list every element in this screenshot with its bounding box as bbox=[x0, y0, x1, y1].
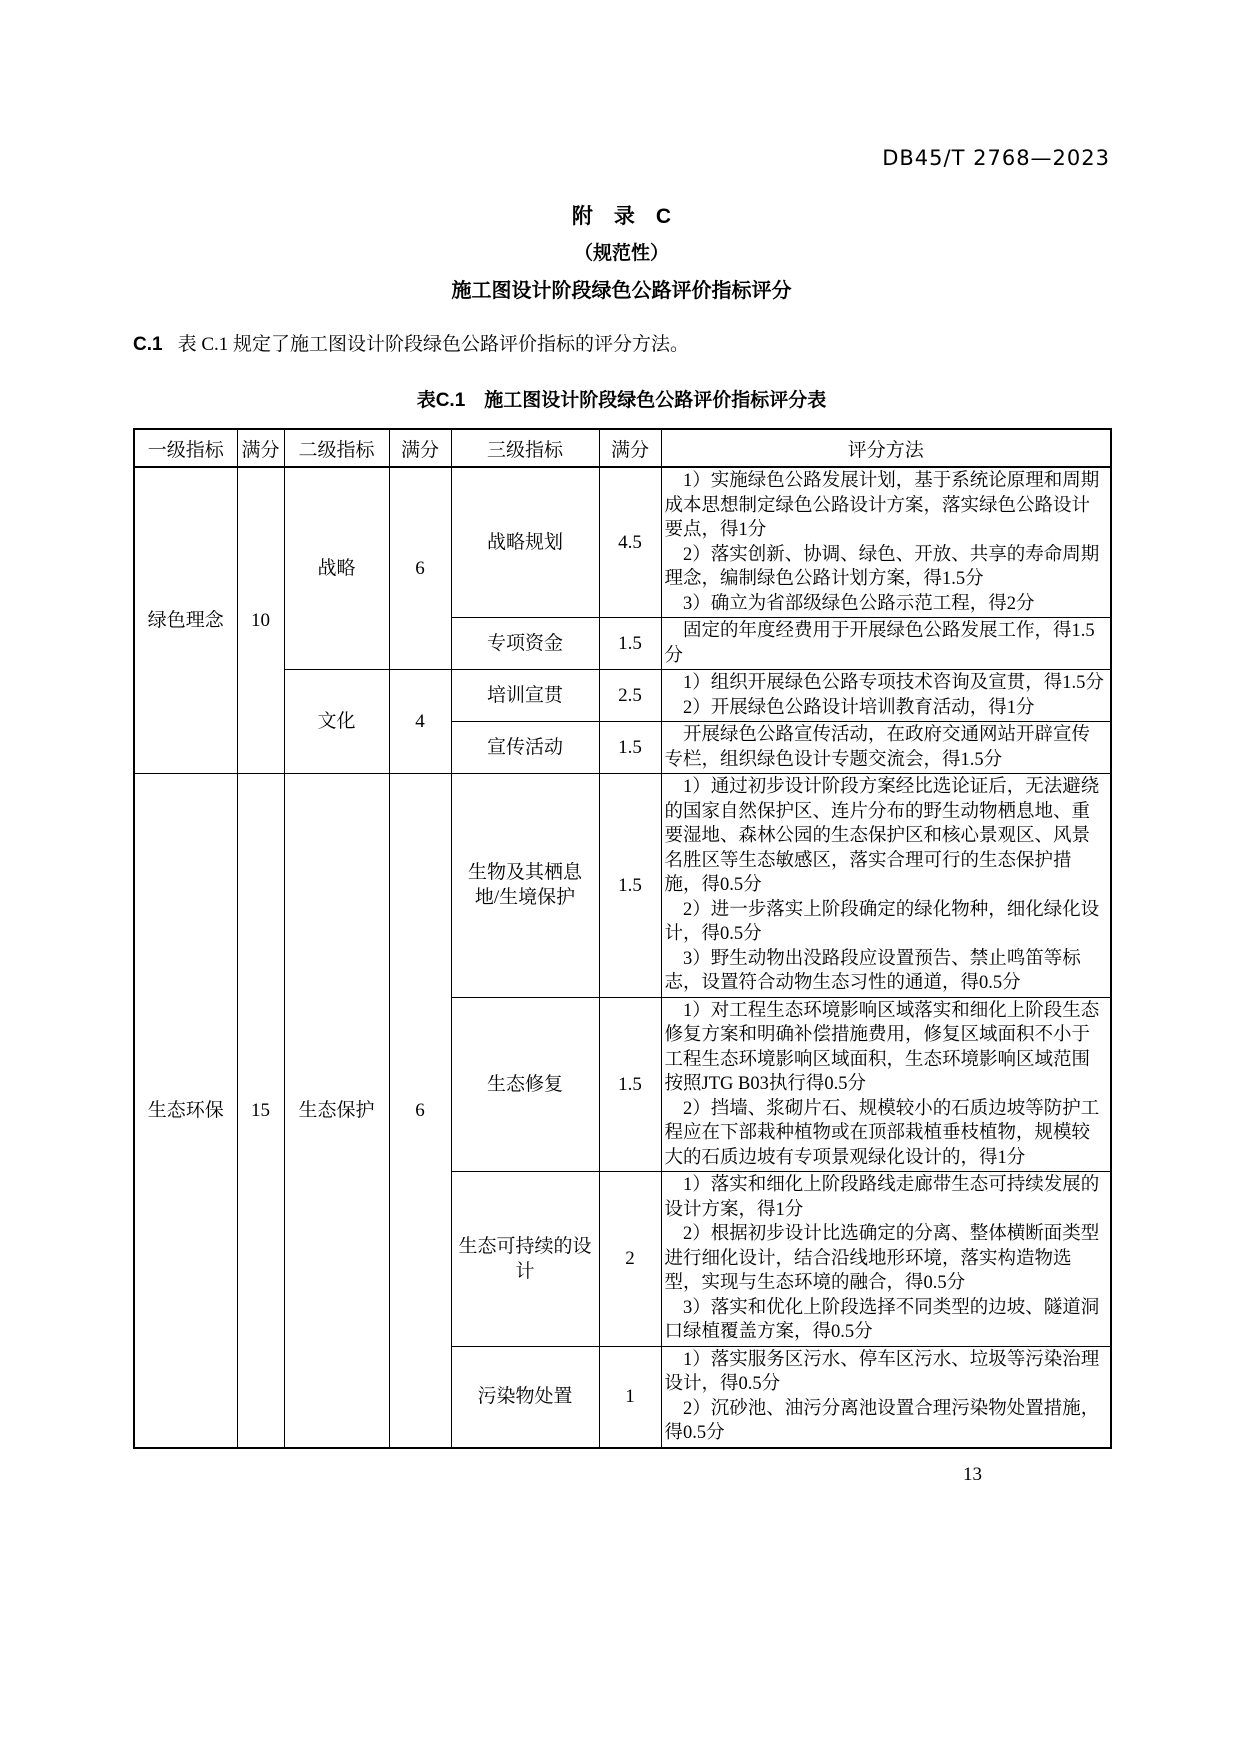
scoring-method-item: 固定的年度经费用于开展绿色公路发展工作，得1.5分 bbox=[664, 621, 1095, 666]
score-table-body bbox=[134, 467, 1111, 1448]
score-table bbox=[133, 428, 1112, 1449]
level3-indicator: 生态可持续的设计 bbox=[451, 1172, 599, 1347]
level1-score: 10 bbox=[237, 467, 284, 774]
page-content bbox=[133, 0, 1110, 1449]
standard-number: DB45/T 2768—2023 bbox=[882, 146, 1110, 170]
table-row bbox=[134, 774, 1111, 998]
column-header: 满分 bbox=[599, 429, 661, 467]
level3-indicator: 培训宣贯 bbox=[451, 670, 599, 722]
level2-indicator: 文化 bbox=[284, 670, 389, 774]
scoring-method-item: 2）根据初步设计比选确定的分离、整体横断面类型进行细化设计，结合沿线地形环境，落实构造物选型，实现与生态环境的融合，得0.5分 bbox=[664, 1224, 1100, 1293]
scoring-method-item: 1）对工程生态环境影响区域落实和细化上阶段生态修复方案和明确补偿措施费用，修复区域面积不小于工程生态环境影响区域面积，生态环境影响区域范围按照JTG B03执行得0.5分 bbox=[664, 1000, 1100, 1094]
column-header: 二级指标 bbox=[284, 429, 389, 467]
scoring-method-cell bbox=[661, 618, 1111, 670]
level2-score: 6 bbox=[389, 467, 451, 670]
scoring-method-item: 1）组织开展绿色公路专项技术咨询及宣贯，得1.5分 bbox=[683, 673, 1104, 693]
level3-score: 1.5 bbox=[599, 774, 661, 998]
clause-number: C.1 bbox=[133, 334, 163, 355]
clause-text: 表 C.1 规定了施工图设计阶段绿色公路评价指标的评分方法。 bbox=[177, 334, 690, 355]
scoring-method-cell bbox=[661, 1346, 1111, 1448]
scoring-method-item: 1）通过初步设计阶段方案经比选论证后，无法避绕的国家自然保护区、连片分布的野生动物栖息地、重要湿地、森林公园的生态保护区和核心景观区、风景名胜区等生态敏感区，落实合理可行的生态保护措施，得0.5分 bbox=[664, 777, 1100, 895]
level3-score: 4.5 bbox=[599, 467, 661, 618]
table-caption: 表C.1 施工图设计阶段绿色公路评价指标评分表 bbox=[416, 390, 827, 411]
level1-score: 15 bbox=[237, 774, 284, 1448]
page-number: 13 bbox=[963, 1464, 982, 1485]
scoring-method-item: 2）沉砂池、油污分离池设置合理污染物处置措施，得0.5分 bbox=[664, 1398, 1100, 1443]
level3-indicator: 生物及其栖息地/生境保护 bbox=[451, 774, 599, 998]
level3-score: 1 bbox=[599, 1346, 661, 1448]
level3-indicator: 宣传活动 bbox=[451, 722, 599, 774]
column-header: 评分方法 bbox=[661, 429, 1111, 467]
scoring-method-cell bbox=[661, 670, 1111, 722]
level2-score: 4 bbox=[389, 670, 451, 774]
level2-score: 6 bbox=[389, 774, 451, 1448]
scoring-method-item: 2）开展绿色公路设计培训教育活动，得1分 bbox=[683, 697, 1035, 718]
level2-indicator: 生态保护 bbox=[284, 774, 389, 1448]
column-header: 满分 bbox=[237, 429, 284, 467]
level3-indicator: 生态修复 bbox=[451, 997, 599, 1172]
scoring-method-item: 3）野生动物出没路段应设置预告、禁止鸣笛等标志，设置符合动物生态习性的通道，得0.5分 bbox=[664, 948, 1081, 993]
level3-score: 2.5 bbox=[599, 670, 661, 722]
level3-score: 1.5 bbox=[599, 618, 661, 670]
appendix-subtitle: 施工图设计阶段绿色公路评价指标评分 bbox=[451, 280, 792, 302]
scoring-method-cell bbox=[661, 997, 1111, 1172]
level1-indicator: 绿色理念 bbox=[134, 467, 237, 774]
appendix-title: 附 录 C bbox=[571, 205, 672, 228]
scoring-method-cell bbox=[661, 467, 1111, 618]
level2-indicator: 战略 bbox=[284, 467, 389, 670]
scoring-method-item: 1）落实和细化上阶段路线走廊带生态可持续发展的设计方案，得1分 bbox=[664, 1175, 1100, 1220]
level3-indicator: 专项资金 bbox=[451, 618, 599, 670]
column-header: 三级指标 bbox=[451, 429, 599, 467]
scoring-method-cell bbox=[661, 774, 1111, 998]
level3-score: 1.5 bbox=[599, 722, 661, 774]
scoring-method-cell bbox=[661, 1172, 1111, 1347]
table-row bbox=[134, 467, 1111, 618]
table-header-row bbox=[134, 429, 1111, 467]
level3-indicator: 污染物处置 bbox=[451, 1346, 599, 1448]
scoring-method-item: 3）落实和优化上阶段选择不同类型的边坡、隧道洞口绿植覆盖方案，得0.5分 bbox=[664, 1297, 1100, 1342]
scoring-method-item: 2）挡墙、浆砌片石、规模较小的石质边坡等防护工程应在下部栽种植物或在顶部栽植垂枝植物，规模较大的石质边坡有专项景观绿化设计的，得1分 bbox=[664, 1098, 1100, 1168]
scoring-method-item: 2）进一步落实上阶段确定的绿化物种，细化绿化设计，得0.5分 bbox=[664, 899, 1100, 944]
level1-indicator: 生态环保 bbox=[134, 774, 237, 1448]
scoring-method-item: 3）确立为省部级绿色公路示范工程，得2分 bbox=[683, 593, 1035, 614]
column-header: 满分 bbox=[389, 429, 451, 467]
scoring-method-item: 开展绿色公路宣传活动，在政府交通网站开辟宣传专栏，组织绿色设计专题交流会，得1.5分 bbox=[664, 725, 1091, 770]
level3-indicator: 战略规划 bbox=[451, 467, 599, 618]
level3-score: 2 bbox=[599, 1172, 661, 1347]
scoring-method-item: 2）落实创新、协调、绿色、开放、共享的寿命周期理念，编制绿色公路计划方案，得1.5分 bbox=[664, 544, 1100, 589]
appendix-normative-label: （规范性） bbox=[573, 243, 669, 264]
clause-c1 bbox=[133, 332, 1110, 358]
column-header: 一级指标 bbox=[134, 429, 237, 467]
level3-score: 1.5 bbox=[599, 997, 661, 1172]
scoring-method-cell bbox=[661, 722, 1111, 774]
scoring-method-item: 1）落实服务区污水、停车区污水、垃圾等污染治理设计，得0.5分 bbox=[664, 1349, 1100, 1394]
scoring-method-item: 1）实施绿色公路发展计划，基于系统论原理和周期成本思想制定绿色公路设计方案，落实绿色公路设计要点，得1分 bbox=[664, 471, 1100, 540]
